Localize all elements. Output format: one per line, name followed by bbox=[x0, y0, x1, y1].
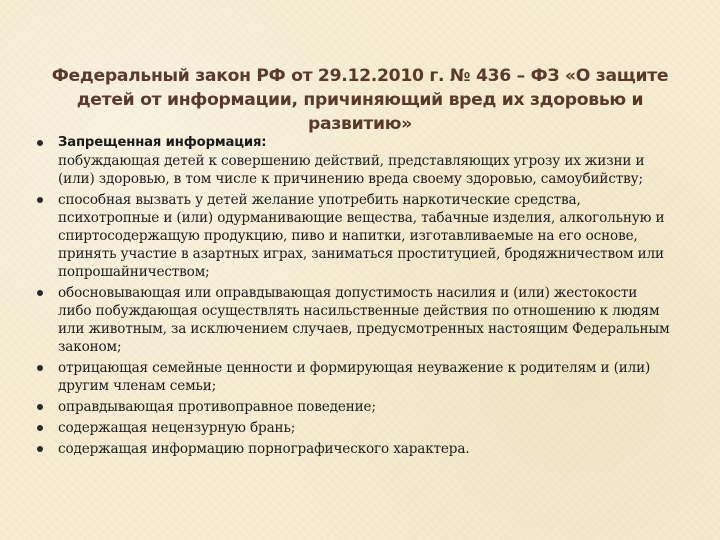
list-item-text: отрицающая семейные ценности и формирующая неуважение к родителям и (или) другим членам семьи; bbox=[58, 360, 651, 394]
bullet-list bbox=[36, 134, 672, 458]
list-item bbox=[36, 359, 672, 395]
bullet-icon bbox=[37, 290, 43, 296]
bullet-icon bbox=[37, 365, 43, 371]
list-item-text: содержащая нецензурную брань; bbox=[58, 420, 296, 436]
list-item-text: побуждающая детей к совершению действий, представляющих угрозу их жизни и (или) здоровью, в том числе к причинению вреда своему здоровью, самоубийству; bbox=[58, 153, 645, 187]
list-item bbox=[36, 191, 672, 281]
list-item bbox=[36, 134, 672, 188]
list-item bbox=[36, 419, 672, 437]
list-heading: Запрещенная информация: bbox=[58, 135, 267, 150]
bullet-icon bbox=[37, 140, 43, 146]
list-item-text: обосновывающая или оправдывающая допустимость насилия и (или) жестокости либо побуждающая осуществлять насильственные действия по отношению к людям или животным, за исключением случаев, предусмотренных настоящим Федеральным законом; bbox=[58, 285, 670, 355]
list-item-text: оправдывающая противоправное поведение; bbox=[58, 399, 376, 415]
list-item bbox=[36, 398, 672, 416]
list-item-text: способная вызвать у детей желание употребить наркотические средства, психотропные и (или) одурманивающие вещества, табачные изделия, алкогольную и спиртосодержащую продукцию, пиво и напитки, изготавливаемые на его основе, принять участие в азартных играх, заниматься проституцией, бродяжничеством или попрошайничеством; bbox=[58, 192, 665, 280]
bullet-icon bbox=[37, 197, 43, 203]
list-item bbox=[36, 284, 672, 356]
list-item-text: содержащая информацию порнографического характера. bbox=[58, 441, 470, 457]
slide-title: Федеральный закон РФ от 29.12.2010 г. № 436 – ФЗ «О защите детей от информации, причиняющий вред их здоровью и развитию» bbox=[51, 66, 669, 134]
bullet-icon bbox=[37, 446, 43, 452]
bullet-icon bbox=[37, 404, 43, 410]
list-item bbox=[36, 440, 672, 458]
slide-content bbox=[36, 134, 672, 461]
bullet-icon bbox=[37, 425, 43, 431]
